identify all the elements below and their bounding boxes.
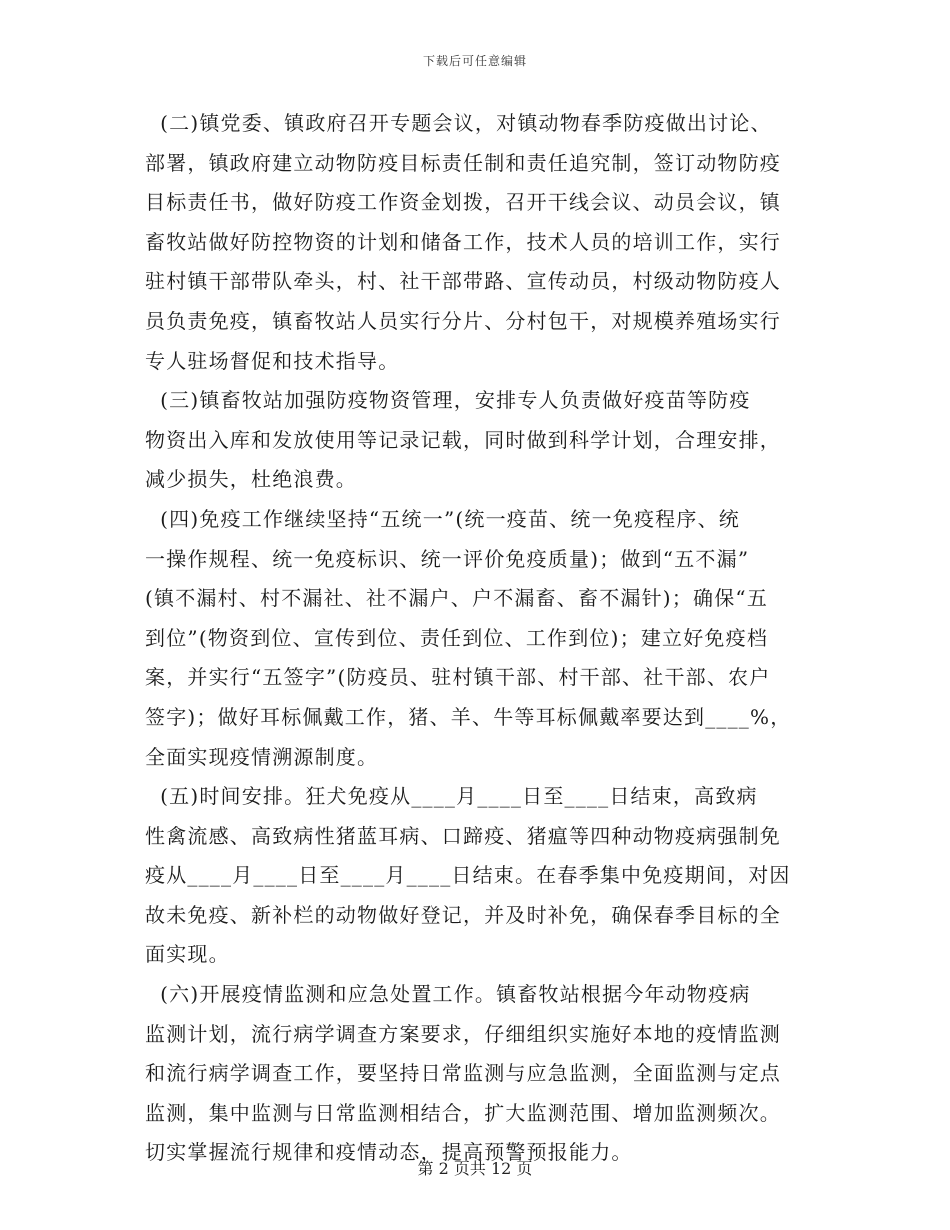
text-line: 部署，镇政府建立动物防疫目标责任制和责任追究制，签订动物防疫: [145, 150, 781, 175]
page-footer: 第 2 页共 12 页: [417, 1159, 533, 1178]
page-header: 下载后可任意编辑: [422, 54, 527, 68]
text-line: (六)开展疫情监测和应急处置工作。镇畜牧站根据今年动物疫病: [145, 982, 751, 1007]
text-line: (镇不漏村、村不漏社、社不漏户、户不漏畜、畜不漏针)；确保“五: [145, 586, 769, 611]
text-line: (五)时间安排。狂犬免疫从____月____日至____日结束，高致病: [145, 784, 758, 809]
text-line: 疫从____月____日至____月____日结束。在春季集中免疫期间，对因: [145, 863, 791, 888]
text-line: (三)镇畜牧站加强防疫物资管理，安排专人负责做好疫苗等防疫: [145, 388, 751, 413]
text-line: 全面实现疫情溯源制度。: [145, 744, 379, 769]
document-body: [145, 104, 815, 1173]
text-line: 一操作规程、统一免疫标识、统一评价免疫质量)；做到“五不漏”: [145, 546, 750, 571]
text-line: (四)免疫工作继续坚持“五统一”(统一疫苗、统一免疫程序、统: [145, 506, 740, 531]
text-line: 性禽流感、高致病性猪蓝耳病、口蹄疫、猪瘟等四种动物疫病强制免: [145, 823, 781, 848]
text-line: 员负责免疫，镇畜牧站人员实行分片、分村包干，对规模养殖场实行: [145, 308, 781, 333]
text-line: 切实掌握流行规律和疫情动态，提高预警预报能力。: [145, 1140, 633, 1165]
text-line: 签字)；做好耳标佩戴工作，猪、羊、牛等耳标佩戴率要达到____%，: [145, 704, 792, 729]
text-line: 目标责任书，做好防疫工作资金划拨，召开干线会议、动员会议，镇: [145, 190, 781, 215]
text-line: 到位”(物资到位、宣传到位、责任到位、工作到位)；建立好免疫档: [145, 625, 769, 650]
text-line: 驻村镇干部带队牵头，村、社干部带路、宣传动员，村级动物防疫人: [145, 269, 781, 294]
text-line: 监测计划，流行病学调查方案要求，仔细组织实施好本地的疫情监测: [145, 1021, 781, 1046]
text-line: 面实现。: [145, 942, 230, 967]
text-line: 专人驻场督促和技术指导。: [145, 348, 400, 373]
text-line: 和流行病学调查工作，要坚持日常监测与应急监测，全面监测与定点: [145, 1061, 781, 1086]
text-line: 减少损失，杜绝浪费。: [145, 467, 357, 492]
text-line: 物资出入库和发放使用等记录记载，同时做到科学计划，合理安排，: [145, 427, 781, 452]
text-line: 畜牧站做好防控物资的计划和储备工作，技术人员的培训工作，实行: [145, 229, 781, 254]
text-line: (二)镇党委、镇政府召开专题会议，对镇动物春季防疫做出讨论、: [145, 111, 772, 135]
text-line: 监测，集中监测与日常监测相结合，扩大监测范围、增加监测频次。: [145, 1100, 781, 1125]
text-line: 故未免疫、新补栏的动物做好登记，并及时补免，确保春季目标的全: [145, 902, 781, 927]
text-line: 案，并实行“五签字”(防疫员、驻村镇干部、村干部、社干部、农户: [145, 665, 771, 690]
